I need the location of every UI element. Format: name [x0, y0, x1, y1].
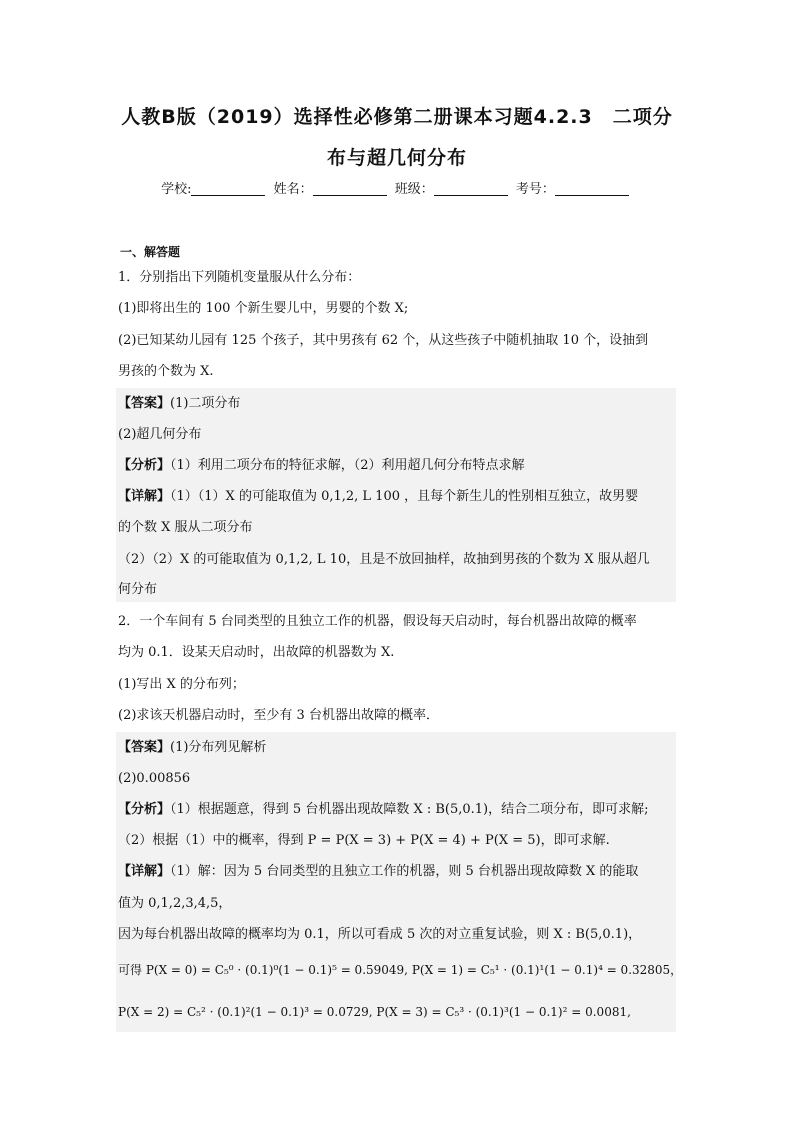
q2-stem-line1: 2．一个车间有 5 台同类型的且独立工作的机器，假设每天启动时，每台机器出故障的概率 [118, 614, 637, 629]
q2-analysis-tag: 【分析】 [118, 802, 171, 817]
q2-answer-line1 [118, 738, 680, 758]
q2-detail1: （1）解：因为 5 台同类型的且独立工作的机器，则 5 台机器出现故障数 X 的能取 [170, 864, 639, 879]
q1-answer-tag: 【答案】 [118, 396, 171, 411]
q2-detail-tag: 【详解】 [118, 864, 171, 879]
document-title-line1: 人教B版（2019）选择性必修第二册课本习题4.2.3 二项分 [121, 106, 673, 128]
student-info-row [0, 180, 794, 200]
q1-part2-line1: (2)已知某幼儿园有 125 个孩子，其中男孩有 62 个，从这些孩子中随机抽取 10 个，设抽到 [118, 333, 649, 348]
q1-analysis: （1）利用二项分布的特征求解，（2）利用超几何分布特点求解 [170, 458, 525, 473]
class-label: 班级： [394, 182, 434, 197]
q1-part1: (1)即将出生的 100 个新生婴儿中，男婴的个数 X; [118, 301, 409, 316]
q2-analysis1: （1）根据题意，得到 5 台机器出现故障数 X : B(5,0.1)，结合二项分布，即可求解; [170, 802, 649, 817]
name-label: 姓名： [273, 182, 313, 197]
q1-detail1a: （1）（1）X 的可能取值为 0,1,2, L 100 ，且每个新生儿的性别相互独立，故男婴 [170, 489, 639, 504]
q2-analysis2: （2）根据（1）中的概率，得到 P = P(X = 3) + P(X = 4) + P(X = 5)，即可求解. [118, 833, 610, 848]
q2-answer1: (1)分布列见解析 [170, 740, 267, 755]
document-title-line2: 布与超几何分布 [326, 147, 467, 169]
q1-detail1b: 的个数 X 服从二项分布 [118, 520, 253, 535]
q2-detail-line1 [118, 862, 680, 882]
q2-detail3: 因为每台机器出故障的概率均为 0.1，所以可看成 5 次的对立重复试验，则 X : B(5,0.1)， [118, 927, 642, 942]
school-label: 学校: [161, 182, 192, 197]
q2-answer2: (2)0.00856 [118, 771, 191, 786]
q1-detail-line1 [118, 487, 680, 507]
q1-detail2b: 何分布 [118, 582, 158, 597]
q1-analysis-line [118, 456, 680, 476]
q1-answer1: (1)二项分布 [170, 396, 241, 411]
q2-detail4-formula: 可得 P(X = 0) = C₅⁰ · (0.1)⁰(1 − 0.1)⁵ = 0.59049, P(X = 1) = C₅¹ · (0.1)¹(1 − 0.1)⁴ = 0.32805， [118, 963, 683, 977]
q1-part2-line2: 男孩的个数为 X. [118, 364, 214, 379]
name-blank [313, 181, 387, 196]
number-blank [555, 181, 629, 196]
q2-analysis-line1 [118, 800, 680, 820]
q1-detail-tag: 【详解】 [118, 489, 171, 504]
q2-detail2: 值为 0,1,2,3,4,5， [118, 896, 232, 911]
q2-answer-tag: 【答案】 [118, 740, 171, 755]
q1-stem: 1．分别指出下列随机变量服从什么分布： [118, 270, 361, 285]
q2-detail5-formula: P(X = 2) = C₅² · (0.1)²(1 − 0.1)³ = 0.0729, P(X = 3) = C₅³ · (0.1)³(1 − 0.1)² = 0.0081, [118, 1005, 631, 1019]
q1-analysis-tag: 【分析】 [118, 458, 171, 473]
school-blank [191, 181, 265, 196]
q1-answer-line1 [118, 394, 680, 414]
q2-stem-line2: 均为 0.1．设某天启动时，出故障的机器数为 X. [118, 645, 395, 660]
q2-part2: (2)求该天机器启动时，至少有 3 台机器出故障的概率． [118, 708, 439, 723]
class-blank [434, 181, 508, 196]
q2-part1: (1)写出 X 的分布列； [118, 677, 245, 692]
number-label: 考号： [515, 182, 555, 197]
section-heading: 一、解答题 [120, 245, 181, 259]
q1-detail2a: （2）（2）X 的可能取值为 0,1,2, L 10，且是不放回抽样，故抽到男孩的个数为 X 服从超几 [118, 552, 650, 567]
q1-answer2: (2)超几何分布 [118, 427, 202, 442]
